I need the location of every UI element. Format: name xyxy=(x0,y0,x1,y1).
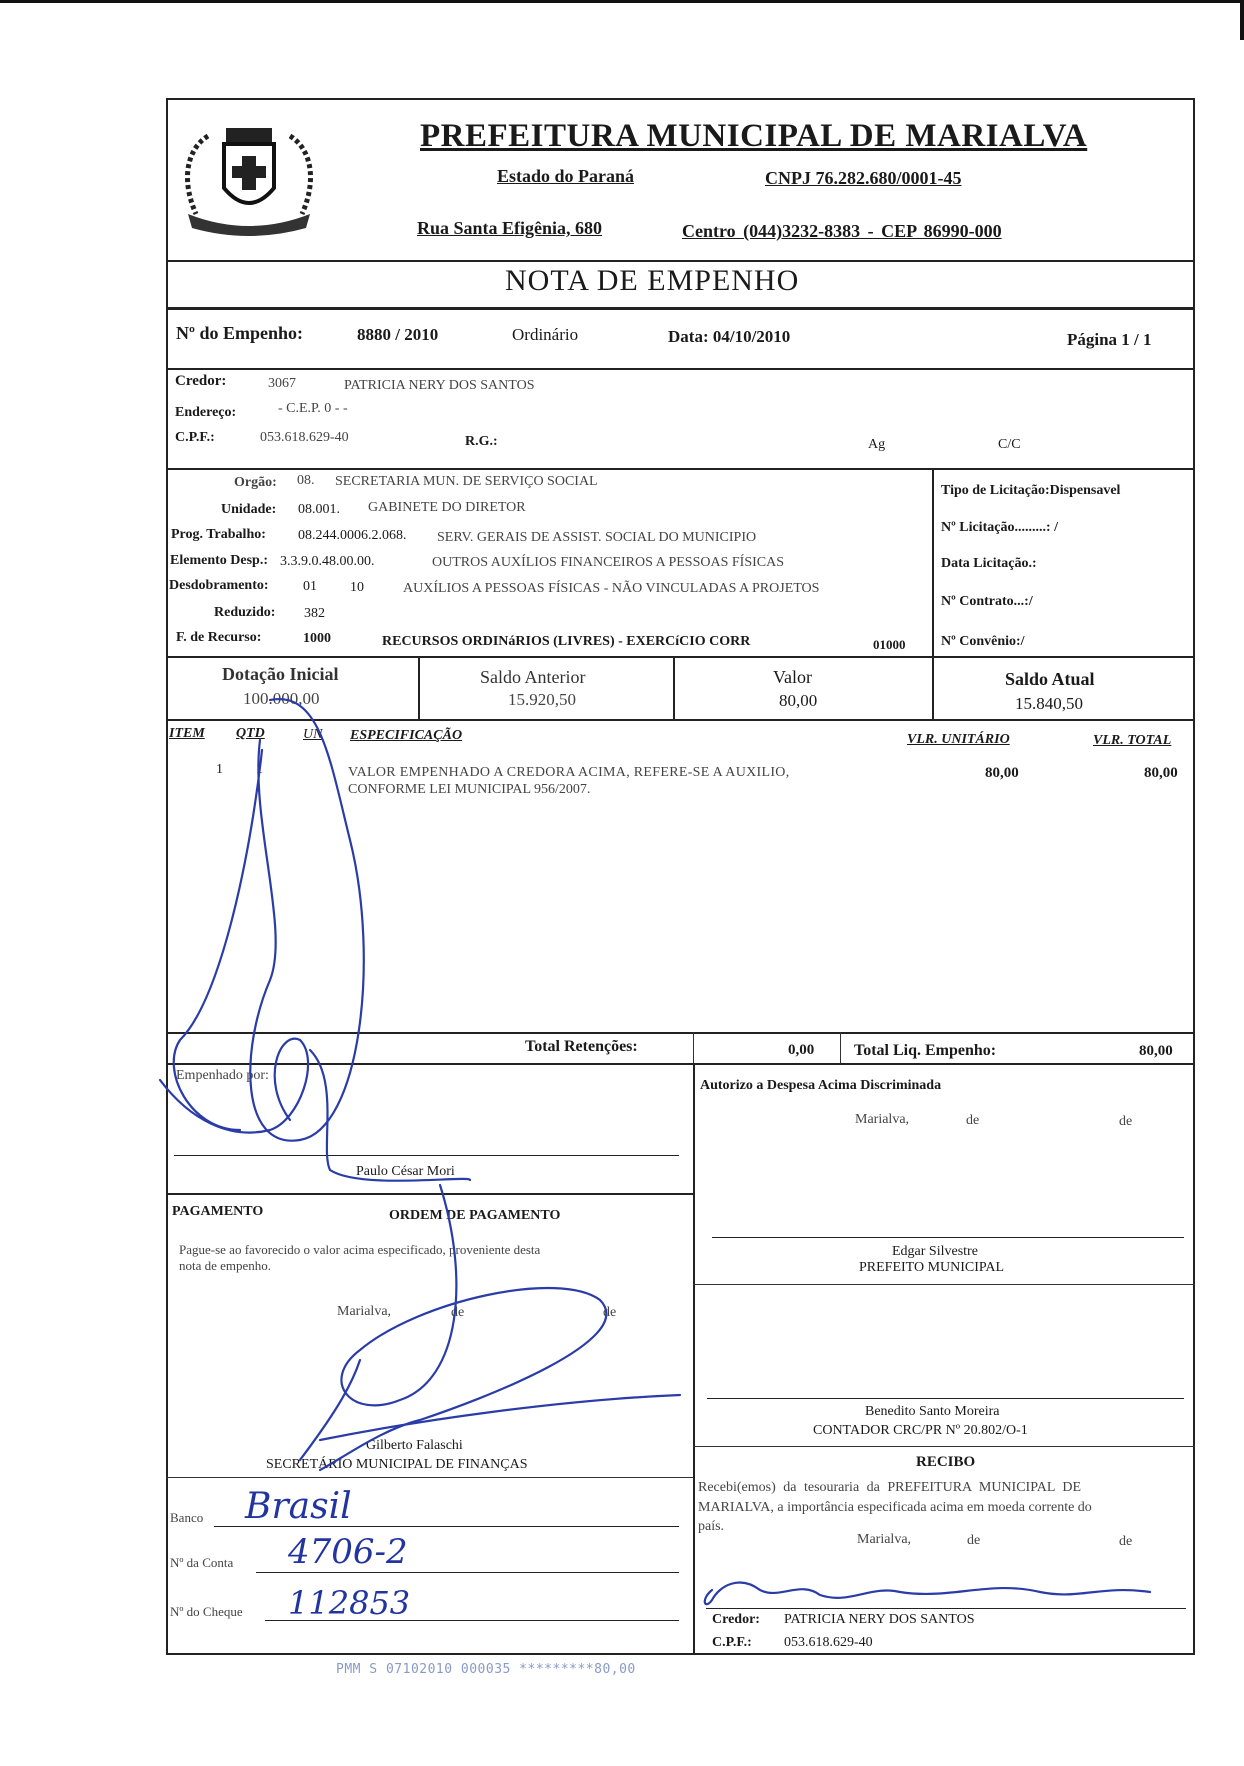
elemento-name: OUTROS AUXÍLIOS FINANCEIROS A PESSOAS FÍSICAS xyxy=(432,555,785,570)
conta-label: Nº da Conta xyxy=(170,1555,234,1570)
saldo-atual-label: Saldo Atual xyxy=(1005,669,1095,689)
unit-value-header: VLR. UNITÁRIO xyxy=(907,732,1010,747)
credor-cpf: 053.618.629-40 xyxy=(260,430,349,445)
unidade-code: 08.001. xyxy=(298,502,340,517)
dotacao-label: Dotação Inicial xyxy=(222,664,339,684)
divider xyxy=(693,1284,1195,1285)
autenticacao-stamp: PMM S 07102010 000035 *********80,00 xyxy=(336,1662,636,1677)
pagamento-de2: de xyxy=(603,1305,617,1320)
desdobramento-a: 01 xyxy=(303,579,317,594)
pagamento-text-line1: Pague-se ao favorecido o valor acima especificado, proveniente desta xyxy=(179,1242,541,1257)
financas-signer: Gilberto Falaschi xyxy=(366,1438,463,1453)
signature-line xyxy=(707,1398,1184,1399)
page-number: Página 1 / 1 xyxy=(1067,330,1152,349)
autorizo-de1: de xyxy=(966,1113,980,1128)
orgao-code: 08. xyxy=(297,473,315,488)
recibo-credor-label: Credor: xyxy=(712,1612,760,1627)
signature-line xyxy=(174,1155,679,1156)
recibo-cpf-label: C.P.F.: xyxy=(712,1635,752,1650)
document-title: NOTA DE EMPENHO xyxy=(505,264,800,297)
liquido-label: Total Liq. Empenho: xyxy=(854,1042,997,1059)
scan-mark-right xyxy=(1240,0,1244,40)
cheque-handwritten: 112853 xyxy=(288,1584,411,1622)
contador-role: CONTADOR CRC/PR Nº 20.802/O-1 xyxy=(813,1423,1028,1438)
prefeito-role: PREFEITO MUNICIPAL xyxy=(859,1260,1005,1275)
recibo-city: Marialva, xyxy=(857,1532,912,1547)
item-description-line2: CONFORME LEI MUNICIPAL 956/2007. xyxy=(348,782,591,797)
especificacao-header: ESPECIFICAÇÃO xyxy=(350,728,463,743)
item-total-value: 80,00 xyxy=(1144,765,1178,781)
empenho-date: Data: 04/10/2010 xyxy=(668,327,791,346)
street-address: Rua Santa Efigênia, 680 xyxy=(417,218,603,238)
reduzido-label: Reduzido: xyxy=(214,605,276,620)
recurso-label: F. de Recurso: xyxy=(176,630,262,645)
saldo-anterior-label: Saldo Anterior xyxy=(480,667,586,687)
recurso-name: RECURSOS ORDINáRIOS (LIVRES) - EXERCíCIO CORR xyxy=(382,634,751,649)
retencoes-value: 0,00 xyxy=(788,1042,815,1058)
divider xyxy=(166,307,1195,310)
conta-handwritten: 4706-2 xyxy=(288,1532,408,1572)
valor-label: Valor xyxy=(773,667,812,687)
contrato-number: Nº Contrato...:/ xyxy=(941,594,1033,609)
agency-label: Ag xyxy=(868,437,886,452)
qtd-header: QTD xyxy=(236,726,265,741)
credor-name: PATRICIA NERY DOS SANTOS xyxy=(344,378,535,393)
credor-code: 3067 xyxy=(268,376,296,391)
item-qtd: 1 xyxy=(256,762,263,777)
cheque-label: Nº do Cheque xyxy=(170,1604,243,1619)
divider xyxy=(166,1063,1195,1065)
elemento-code: 3.3.9.0.48.00.00. xyxy=(280,554,375,569)
address-label: Endereço: xyxy=(175,405,237,420)
item-description-line1: VALOR EMPENHADO A CREDORA ACIMA, REFERE-SE A AUXILIO, xyxy=(348,765,790,780)
desdobramento-b: 10 xyxy=(350,580,364,595)
divider xyxy=(166,1477,693,1478)
recibo-text-line1: Recebi(emos) da tesouraria da PREFEITURA MUNICIPAL DE xyxy=(698,1480,1082,1495)
orgao-name: SECRETARIA MUN. DE SERVIÇO SOCIAL xyxy=(335,474,598,489)
rg-label: R.G.: xyxy=(465,434,498,449)
licitacao-numero: Nº Licitação.........: / xyxy=(941,520,1058,535)
recibo-text-line2: MARIALVA, a importância especificada acima em moeda corrente do xyxy=(698,1500,1092,1515)
divider xyxy=(693,1063,695,1655)
prog-name: SERV. GERAIS DE ASSIST. SOCIAL DO MUNICIPIO xyxy=(437,530,757,545)
signature-line xyxy=(706,1608,1186,1609)
unidade-label: Unidade: xyxy=(221,502,277,517)
pagamento-city: Marialva, xyxy=(337,1304,392,1319)
credor-address: - C.E.P. 0 - - xyxy=(278,401,348,416)
reduzido-value: 382 xyxy=(304,606,325,621)
divider xyxy=(166,1032,1195,1034)
divider xyxy=(932,656,934,719)
credor-label: Credor: xyxy=(175,373,227,389)
banco-label: Banco xyxy=(170,1510,204,1525)
account-label: C/C xyxy=(998,437,1021,452)
licitacao-data: Data Licitação.: xyxy=(941,556,1037,571)
divider xyxy=(166,656,1195,658)
conta-line xyxy=(256,1572,679,1573)
divider xyxy=(932,468,934,657)
item-header: ITEM xyxy=(169,726,205,741)
dotacao-value: 100.000,00 xyxy=(243,689,320,708)
recurso-code: 1000 xyxy=(303,631,331,646)
saldo-anterior-value: 15.920,50 xyxy=(508,690,576,709)
contador-name: Benedito Santo Moreira xyxy=(865,1404,1000,1419)
state-name: Estado do Paraná xyxy=(497,166,635,186)
ordem-pagamento-label: ORDEM DE PAGAMENTO xyxy=(389,1208,561,1223)
banco-handwritten: Brasil xyxy=(245,1486,352,1527)
divider xyxy=(673,656,675,719)
liquido-value: 80,00 xyxy=(1139,1043,1173,1059)
desdobramento-name: AUXÍLIOS A PESSOAS FÍSICAS - NÃO VINCULADAS A PROJETOS xyxy=(403,581,820,596)
recibo-de2: de xyxy=(1119,1534,1133,1549)
divider xyxy=(418,656,420,719)
recurso-code2: 01000 xyxy=(873,637,906,652)
financas-role: SECRETÁRIO MUNICIPAL DE FINANÇAS xyxy=(266,1457,528,1472)
item-unit-value: 80,00 xyxy=(985,765,1019,781)
empenho-type: Ordinário xyxy=(512,325,579,344)
recibo-de1: de xyxy=(967,1533,981,1548)
valor-value: 80,00 xyxy=(779,691,818,710)
cnpj: CNPJ 76.282.680/0001-45 xyxy=(765,168,962,188)
cpf-label: C.P.F.: xyxy=(175,430,215,445)
empenho-number: 8880 / 2010 xyxy=(357,325,439,344)
licitacao-tipo: Tipo de Licitação:Dispensavel xyxy=(941,483,1121,498)
recibo-credor-name: PATRICIA NERY DOS SANTOS xyxy=(784,1612,975,1627)
divider xyxy=(693,1032,694,1064)
empenhado-signer: Paulo César Mori xyxy=(356,1164,455,1179)
signature-line xyxy=(712,1237,1184,1238)
unidade-name: GABINETE DO DIRETOR xyxy=(368,500,526,515)
autorizo-city: Marialva, xyxy=(855,1112,910,1127)
divider xyxy=(166,368,1195,370)
divider xyxy=(166,468,1195,470)
pagamento-text-line2: nota de empenho. xyxy=(179,1258,272,1273)
empenho-number-label: Nº do Empenho: xyxy=(176,323,303,343)
prog-code: 08.244.0006.2.068. xyxy=(298,528,407,543)
divider xyxy=(166,719,1195,721)
desdobramento-label: Desdobramento: xyxy=(169,578,269,593)
coat-of-arms-logo xyxy=(168,118,330,236)
pagamento-de1: de xyxy=(451,1305,465,1320)
item-number: 1 xyxy=(216,762,223,777)
divider xyxy=(166,260,1195,262)
divider xyxy=(840,1032,841,1064)
orgao-label: Orgão: xyxy=(234,475,277,490)
autorizo-de2: de xyxy=(1119,1114,1133,1129)
divider xyxy=(693,1446,1195,1447)
pagamento-label: PAGAMENTO xyxy=(172,1204,264,1219)
convenio-number: Nº Convênio:/ xyxy=(941,634,1025,649)
prog-label: Prog. Trabalho: xyxy=(171,527,266,542)
autorizo-label: Autorizo a Despesa Acima Discriminada xyxy=(700,1078,942,1093)
elemento-label: Elemento Desp.: xyxy=(170,553,268,568)
un-header: UN xyxy=(303,727,323,742)
retencoes-label: Total Retenções: xyxy=(525,1038,638,1055)
empenhado-label: Empenhado por: xyxy=(176,1068,269,1083)
recibo-label: RECIBO xyxy=(916,1454,976,1470)
prefeito-name: Edgar Silvestre xyxy=(892,1244,978,1259)
scan-mark xyxy=(0,0,1244,3)
recibo-text-line3: país. xyxy=(698,1519,725,1534)
address-rest: Centro (044)3232-8383 - CEP 86990-000 xyxy=(682,221,1002,241)
divider xyxy=(166,1193,693,1195)
recibo-cpf: 053.618.629-40 xyxy=(784,1635,873,1650)
municipality-title: PREFEITURA MUNICIPAL DE MARIALVA xyxy=(420,118,1088,154)
saldo-atual-value: 15.840,50 xyxy=(1015,694,1083,713)
total-value-header: VLR. TOTAL xyxy=(1093,733,1172,748)
